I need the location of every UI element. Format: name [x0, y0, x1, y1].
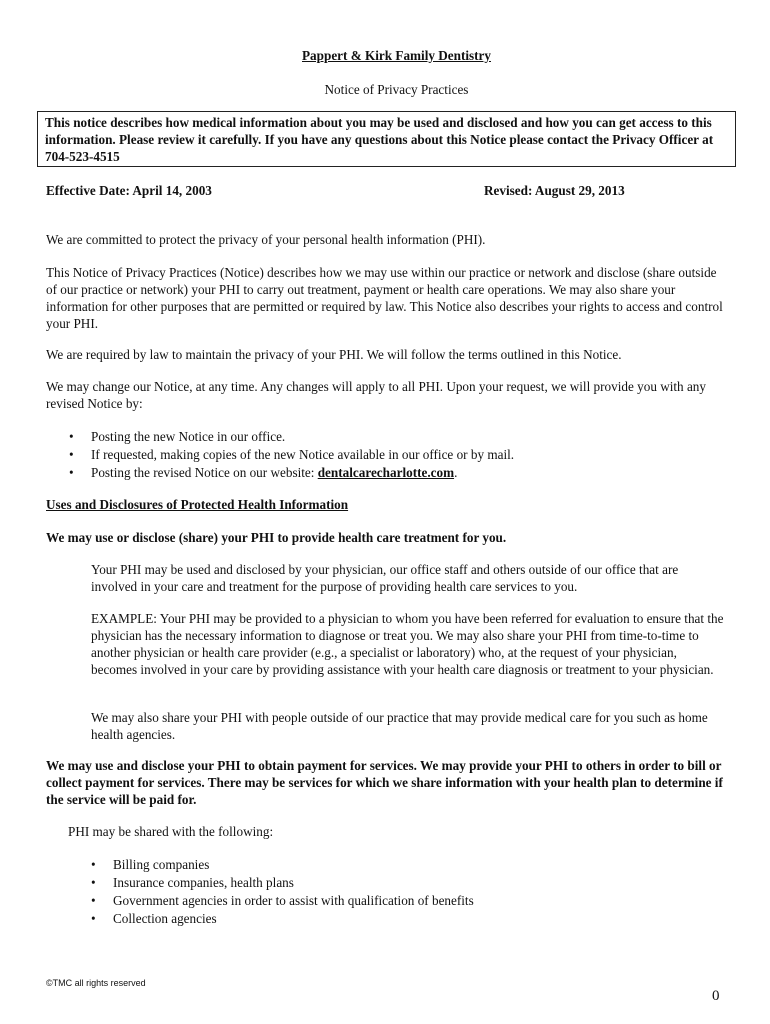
intro-paragraph-4: We may change our Notice, at any time. Any changes will apply to all PHI. Upon your request, we will provide you with any revised Notice by:: [46, 379, 706, 411]
list-item: • Insurance companies, health plans: [91, 874, 726, 892]
treatment-heading: We may use or disclose (share) your PHI to provide health care treatment for you.: [46, 530, 507, 545]
shared-with-list: [91, 856, 726, 928]
copyright-footer: ©TMC all rights reserved: [46, 978, 146, 988]
treatment-example: EXAMPLE: Your PHI may be provided to a physician to whom you have been referred for evaluation to ensure that the physician has the necessary information to diagnose or treat you. We may also share your PHI from time-to-time to another physician or health care provider (e.g., a specialist or laboratory) who, at the request of your physician, becomes involved in your care by providing assistance with your health care diagnosis or treatment to your physician.: [91, 611, 724, 677]
intro-paragraph-1: We are committed to protect the privacy of your personal health information (PHI).: [46, 232, 486, 247]
list-item: • Billing companies: [91, 856, 726, 874]
shared-with-label: PHI may be shared with the following:: [68, 824, 274, 839]
intro-paragraph-3: We are required by law to maintain the privacy of your PHI. We will follow the terms outlined in this Notice.: [46, 347, 622, 362]
document-title: Notice of Privacy Practices: [324, 82, 469, 97]
treatment-paragraph: Your PHI may be used and disclosed by your physician, our office staff and others outside of our office that are involved in your care and treatment for the purpose of providing health care services to you.: [91, 562, 679, 594]
list-item: • Posting the new Notice in our office.: [69, 428, 729, 446]
page-number: 0: [712, 988, 720, 1004]
uses-section-heading: Uses and Disclosures of Protected Health Information: [46, 497, 349, 512]
website-link[interactable]: dentalcarecharlotte.com: [317, 465, 455, 480]
practice-name: Pappert & Kirk Family Dentistry: [302, 48, 491, 63]
revised-date: Revised: August 29, 2013: [484, 183, 625, 198]
list-item: • Collection agencies: [91, 910, 726, 928]
list-item: • If requested, making copies of the new Notice available in our office or by mail.: [69, 446, 729, 464]
effective-date: Effective Date: April 14, 2003: [46, 183, 212, 198]
treatment-paragraph-3: We may also share your PHI with people outside of our practice that may provide medical care for you such as home health agencies.: [91, 710, 708, 742]
payment-heading: We may use and disclose your PHI to obtain payment for services. We may provide your PHI to others in order to bill or collect payment for services. There may be services for which we share information with your health plan to determine if the service will be paid for.: [46, 758, 723, 807]
notice-box: This notice describes how medical information about you may be used and disclosed and how you can get access to this information. Please review it carefully. If you have any questions about this Notice please contact the Privacy Officer at 704-523-4515: [37, 111, 736, 167]
list-item: • Government agencies in order to assist with qualification of benefits: [91, 892, 726, 910]
revised-notice-list: [69, 428, 729, 482]
list-item: • Posting the revised Notice on our website: dentalcarecharlotte.com.: [69, 464, 729, 482]
intro-paragraph-2: This Notice of Privacy Practices (Notice) describes how we may use within our practice or network and disclose (share outside of our practice or network) your PHI to carry out treatment, payment or health care operations. We may also share your information for other purposes that are permitted or required by law. This Notice also describes your rights to access and control your PHI.: [46, 265, 723, 331]
